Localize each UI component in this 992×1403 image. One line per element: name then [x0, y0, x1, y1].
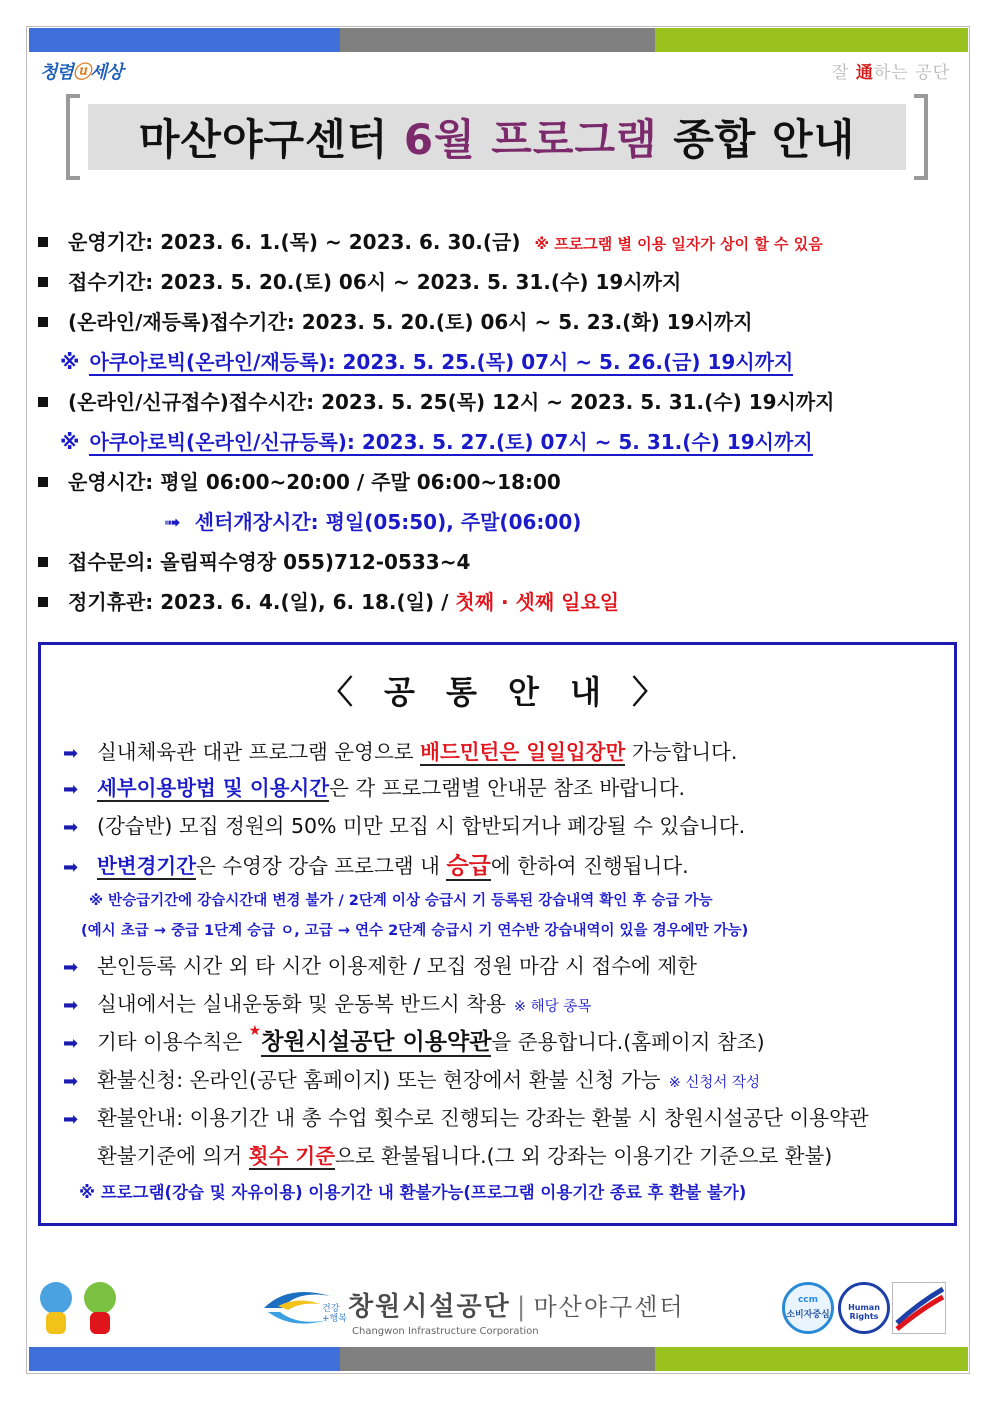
human-rights-badge-icon: Human Rights — [838, 1282, 890, 1334]
notice-item: ➡ 실내체육관 대관 프로그램 운영으로 배드민턴은 일일입장만 가능합니다. — [63, 740, 738, 764]
arrow-right-icon: ➡ — [63, 1109, 79, 1130]
mascot-blue-icon — [36, 1282, 76, 1334]
star-icon: ★ — [248, 1023, 262, 1039]
notice-item: ➡ 기타 이용수칙은 ★창원시설공단 이용약관을 준용합니다.(홈페이지 참조) — [63, 1023, 765, 1055]
notice-item: ➡ 반변경기간은 수영장 강습 프로그램 내 승급에 한하여 진행됩니다. — [63, 853, 689, 879]
info-online-new: (온라인/신규접수)접수시간: 2023. 5. 25(목) 12시 ~ 2023. 5. 31.(수) 19시까지 — [38, 386, 835, 415]
arrow-right-icon: ➡ — [63, 857, 79, 878]
notice-item: ➡ 환불신청: 온라인(공단 홈페이지) 또는 현장에서 환불 신청 가능 ※ 신청서 작성 — [63, 1068, 760, 1092]
info-operation-hours: 운영시간: 평일 06:00~20:00 / 주말 06:00~18:00 — [38, 466, 561, 495]
top-color-bar — [29, 28, 968, 52]
notice-item: ➡ 세부이용방법 및 이용시간은 각 프로그램별 안내문 참조 바랍니다. — [63, 776, 686, 800]
info-open-hours: ➟ 센터개장시간: 평일(05:50), 주말(06:00) — [164, 510, 582, 534]
corp-name: 창원시설공단 | 마산야구센터 — [348, 1292, 685, 1322]
bottom-color-bar — [29, 1347, 968, 1371]
title-banner — [66, 94, 928, 180]
slogan-logo: 잘 通하는 공단 — [832, 63, 950, 83]
info-contact: 접수문의: 올림픽수영장 055)712-0533~4 — [38, 546, 470, 575]
info-online-reregistration: (온라인/재등록)접수기간: 2023. 5. 20.(토) 06시 ~ 5. 23.(화) 19시까지 — [38, 306, 753, 335]
arrow-icon: ➟ — [164, 510, 181, 534]
notice-subnote: (예시 초급 → 중급 1단계 승급 ㅇ, 고급 → 연수 2단계 승급시 기 연수반 강습내역이 있을 경우에만 가능) — [81, 923, 749, 939]
notice-refund-note: ※ 프로그램(강습 및 자유이용) 이용기간 내 환불가능(프로그램 이용기간 종료 후 환불 불가) — [79, 1183, 747, 1202]
info-aqua-new: ※ 아쿠아로빅(온라인/신규등록): 2023. 5. 27.(토) 07시 ~ 5. 31.(수) 19시까지 — [60, 430, 813, 454]
arrow-right-icon: ➡ — [63, 995, 79, 1016]
arrow-right-icon: ➡ — [63, 1071, 79, 1092]
corp-mark-text: 건강 +행복 — [322, 1304, 347, 1324]
arrow-right-icon: ➡ — [63, 957, 79, 978]
notice-title: 〈 공 통 안 내 〉 — [320, 673, 675, 711]
info-aqua-reregistration: ※ 아쿠아로빅(온라인/재등록): 2023. 5. 25.(목) 07시 ~ 5. 26.(금) 19시까지 — [60, 350, 794, 374]
info-closed-days: 정기휴관: 2023. 6. 4.(일), 6. 18.(일) / 첫째 · 셋째 일요일 — [38, 586, 619, 615]
notice-item: ➡ (강습반) 모집 정원의 50% 미만 모집 시 합반되거나 폐강될 수 있습니다. — [63, 814, 746, 838]
arrow-right-icon: ➡ — [63, 779, 79, 800]
ccm-badge-icon: ccm 소비자중심 — [782, 1282, 834, 1334]
info-operation-period: 운영기간: 2023. 6. 1.(목) ~ 2023. 6. 30.(금) ※ 프로그램 별 이용 일자가 상이 할 수 있음 — [38, 226, 823, 255]
arrow-right-icon: ➡ — [63, 743, 79, 764]
notice-item: ➡ 실내에서는 실내운동화 및 운동복 반드시 착용 ※ 해당 종목 — [63, 992, 592, 1016]
common-notice-box — [38, 642, 957, 1226]
notice-item: ➡ 환불안내: 이용기간 내 총 수업 횟수로 진행되는 강좌는 환불 시 창원시설공단 이용약관 — [63, 1106, 869, 1130]
page-title: 마산야구센터 6월 프로그램 종합 안내 — [138, 115, 856, 164]
notice-item: ➡ 본인등록 시간 외 타 시간 이용제한 / 모집 정원 마감 시 접수에 제한 — [63, 954, 697, 978]
footer — [26, 1276, 970, 1342]
notice-item-continued: 환불기준에 의거 횟수 기준으로 환불됩니다.(그 외 강좌는 이용기간 기준으로 환불) — [97, 1144, 833, 1168]
arrow-right-icon: ➡ — [63, 817, 79, 838]
integrity-logo: 청렴ⓤ세상 — [40, 62, 123, 83]
notice-subnote: ※ 반승급기간에 강습시간대 변경 불가 / 2단계 이상 승급시 기 등록된 강습내역 확인 후 승급 가능 — [89, 893, 713, 909]
info-registration-period: 접수기간: 2023. 5. 20.(토) 06시 ~ 2023. 5. 31.(수) 19시까지 — [38, 266, 681, 295]
certification-badge-icon — [892, 1282, 946, 1334]
mascot-green-icon — [80, 1282, 120, 1334]
corp-english-name: Changwon Infrastructure Corporation — [352, 1326, 539, 1337]
arrow-right-icon: ➡ — [63, 1033, 79, 1054]
